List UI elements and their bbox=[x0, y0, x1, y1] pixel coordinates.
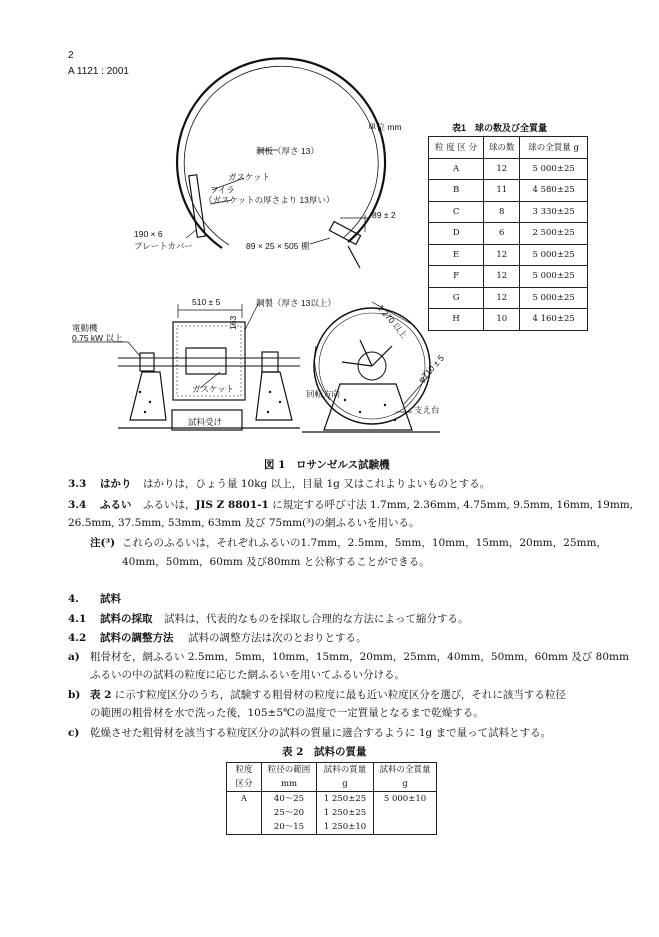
section-4-1-title: 試料の採取 bbox=[100, 613, 153, 625]
label-dim-89: 89 ± 2 bbox=[372, 210, 396, 220]
table2-header: 試料の全質量 bbox=[374, 763, 437, 778]
table-cell: 1 250±25 bbox=[317, 792, 374, 807]
table-cell: 8 bbox=[484, 201, 520, 223]
item-b-line1-text: に示す粒度区分のうち，試験する粗骨材の粒度に最も近い粒度区分を選び，それに該当する粒径 bbox=[111, 689, 566, 701]
table2-header-row bbox=[227, 777, 437, 792]
table-cell: 10 bbox=[484, 309, 520, 331]
section-3-3-title: はかり bbox=[100, 478, 132, 490]
table2-header: g bbox=[317, 777, 374, 792]
section-3-3-text: はかりは，ひょう量 10kg 以上，目量 1g 又はこれよりよいものとする。 bbox=[143, 478, 491, 490]
item-c-label: c) bbox=[68, 727, 80, 739]
table1-header: 球の全質量 g bbox=[520, 137, 588, 159]
section-3-3-number: 3.3 bbox=[68, 478, 87, 490]
table-cell: 12 bbox=[484, 158, 520, 180]
section-4-2-title: 試料の調整方法 bbox=[100, 632, 174, 644]
table-cell bbox=[374, 820, 437, 835]
label-steel-plate: 鋼板（厚さ 13） bbox=[256, 146, 319, 156]
table-cell: D bbox=[429, 223, 484, 245]
table-cell: E bbox=[429, 244, 484, 266]
label-sample-tray: 試料受け bbox=[188, 417, 223, 427]
item-a-line2: ふるいの中の試料の粒度に応じた網ふるいを用いてふるい分ける。 bbox=[90, 669, 405, 681]
table1-header: 粒 度 区 分 bbox=[429, 137, 484, 159]
label-support: 支え台 bbox=[414, 405, 440, 415]
table-cell: 12 bbox=[484, 244, 520, 266]
table2-header: 粒度 bbox=[227, 763, 262, 778]
table2-title: 表 2 試料の質量 bbox=[282, 746, 367, 758]
table-cell: 20〜15 bbox=[262, 820, 317, 835]
table-row bbox=[429, 309, 588, 331]
section-3-4-line2: 26.5mm, 37.5mm, 53mm, 63mm 及び 75mm(³)の網ふるいを用いる。 bbox=[68, 517, 420, 529]
label-plate-cover: プレートカバー bbox=[134, 241, 193, 251]
section-3-4-number: 3.4 bbox=[68, 499, 87, 511]
table-row bbox=[429, 266, 588, 288]
table-row bbox=[429, 201, 588, 223]
table-cell: 5 000±25 bbox=[520, 266, 588, 288]
label-dim-163: 163 bbox=[228, 315, 238, 330]
page-number: 2 bbox=[68, 50, 74, 61]
label-steel-made: 鋼製（厚さ 13以上） bbox=[256, 298, 336, 308]
unit-label: 単位 mm bbox=[368, 122, 402, 132]
item-b-line2: の範囲の粗骨材を水で洗った後，105±5℃の温度で一定質量となるまで乾燥する。 bbox=[90, 707, 484, 719]
section-3-4-title: ふるい bbox=[100, 499, 132, 511]
table1-header-row bbox=[429, 137, 588, 159]
table-cell: H bbox=[429, 309, 484, 331]
label-width-510: 510 ± 5 bbox=[192, 297, 221, 307]
table-cell: 6 bbox=[484, 223, 520, 245]
table2-reference: 表 2 bbox=[90, 689, 112, 701]
table-cell: F bbox=[429, 266, 484, 288]
jis-reference: JIS Z 8801-1 bbox=[195, 499, 269, 511]
figure-caption: 図 1 ロサンゼルス試験機 bbox=[264, 459, 390, 471]
table2-header: mm bbox=[262, 777, 317, 792]
table-cell: 40〜25 bbox=[262, 792, 317, 807]
section-4-title: 試料 bbox=[100, 593, 121, 605]
table-row bbox=[227, 820, 437, 835]
standard-code: A 1121 : 2001 bbox=[68, 66, 129, 77]
table2 bbox=[226, 762, 437, 835]
label-dim-1270: 1 270 以上 bbox=[375, 302, 410, 341]
item-b-label: b) bbox=[68, 689, 81, 701]
label-motor-power: 0.75 kW 以上 bbox=[72, 333, 123, 343]
table-row bbox=[429, 223, 588, 245]
section-3-4-text-b: に規定する呼び寸法 1.7mm, 2.36mm, 4.75mm, 9.5mm, 16mm, 19mm, bbox=[268, 499, 634, 511]
table-row bbox=[429, 180, 588, 202]
table-row bbox=[227, 806, 437, 820]
table1-title: 表1 球の数及び全質量 bbox=[452, 123, 548, 133]
item-c-line1: 乾燥させた粗骨材を該当する粒度区分の試料の質量に適合するように 1g まで量って試料とする。 bbox=[90, 727, 552, 739]
table-cell: G bbox=[429, 287, 484, 309]
table-row bbox=[429, 158, 588, 180]
item-a-label: a) bbox=[68, 651, 80, 663]
label-shelf: 89 × 25 × 505 棚 bbox=[246, 241, 310, 251]
table2-header: 粒径の範囲 bbox=[262, 763, 317, 778]
table-cell: C bbox=[429, 201, 484, 223]
label-filler: フイラ bbox=[210, 185, 235, 195]
table-cell: 2 500±25 bbox=[520, 223, 588, 245]
section-4-2-text: 試料の調整方法は次のとおりとする。 bbox=[188, 632, 367, 644]
table-cell: 4 160±25 bbox=[520, 309, 588, 331]
table-cell: 12 bbox=[484, 266, 520, 288]
table-cell: A bbox=[429, 158, 484, 180]
table2-header: g bbox=[374, 777, 437, 792]
table1 bbox=[428, 136, 588, 331]
note-line1: これらのふるいは，それぞれふるいの1.7mm，2.5mm，5mm，10mm，15mm，20mm，25mm， bbox=[122, 537, 607, 549]
table-cell: 5 000±25 bbox=[520, 158, 588, 180]
table-row bbox=[227, 792, 437, 807]
table-cell: 5 000±10 bbox=[374, 792, 437, 807]
table-cell: 12 bbox=[484, 287, 520, 309]
label-diameter: φ710 ± 5 bbox=[416, 352, 447, 385]
table-cell bbox=[227, 820, 262, 835]
table-cell: 4 580±25 bbox=[520, 180, 588, 202]
section-4-1-text: 試料は，代表的なものを採取し合理的な方法によって縮分する。 bbox=[164, 613, 469, 625]
table-cell: 1 250±10 bbox=[317, 820, 374, 835]
table1-header: 球の数 bbox=[484, 137, 520, 159]
section-3-4-text-a: ふるいは， bbox=[143, 499, 196, 511]
section-3-4-text bbox=[143, 498, 633, 512]
label-motor: 電動機 bbox=[72, 323, 98, 333]
table-cell: 5 000±25 bbox=[520, 244, 588, 266]
table-cell: 11 bbox=[484, 180, 520, 202]
table2-header: 試料の質量 bbox=[317, 763, 374, 778]
label-filler-note: （ガスケットの厚さより 13厚い） bbox=[204, 195, 335, 205]
table-row bbox=[429, 244, 588, 266]
item-a-line1: 粗骨材を，網ふるい 2.5mm，5mm，10mm，15mm，20mm，25mm，40mm，50mm，60mm 及び 80mm bbox=[90, 651, 629, 663]
note-line2: 40mm，50mm，60mm 及び80mm と公称することができる。 bbox=[122, 556, 430, 568]
section-4-2-number: 4.2 bbox=[68, 632, 87, 644]
table-cell: B bbox=[429, 180, 484, 202]
table-row bbox=[429, 287, 588, 309]
table-cell: A bbox=[227, 792, 262, 807]
note-label: 注(³) bbox=[90, 537, 116, 549]
table-cell bbox=[374, 806, 437, 820]
table-cell: 5 000±25 bbox=[520, 287, 588, 309]
table-cell: 25〜20 bbox=[262, 806, 317, 820]
item-b-line1 bbox=[90, 688, 566, 702]
section-4-1-number: 4.1 bbox=[68, 613, 87, 625]
table2-header: 区分 bbox=[227, 777, 262, 792]
label-gasket-2: ガスケット bbox=[192, 384, 235, 394]
table-cell: 1 250±25 bbox=[317, 806, 374, 820]
label-rotation: 回転方向 bbox=[306, 389, 341, 399]
table-cell: 3 330±25 bbox=[520, 201, 588, 223]
table2-header-row bbox=[227, 763, 437, 778]
section-4-number: 4. bbox=[68, 593, 79, 605]
label-plate-cover-dim: 190 × 6 bbox=[134, 229, 163, 239]
table-cell bbox=[227, 806, 262, 820]
label-gasket: ガスケット bbox=[228, 172, 271, 182]
